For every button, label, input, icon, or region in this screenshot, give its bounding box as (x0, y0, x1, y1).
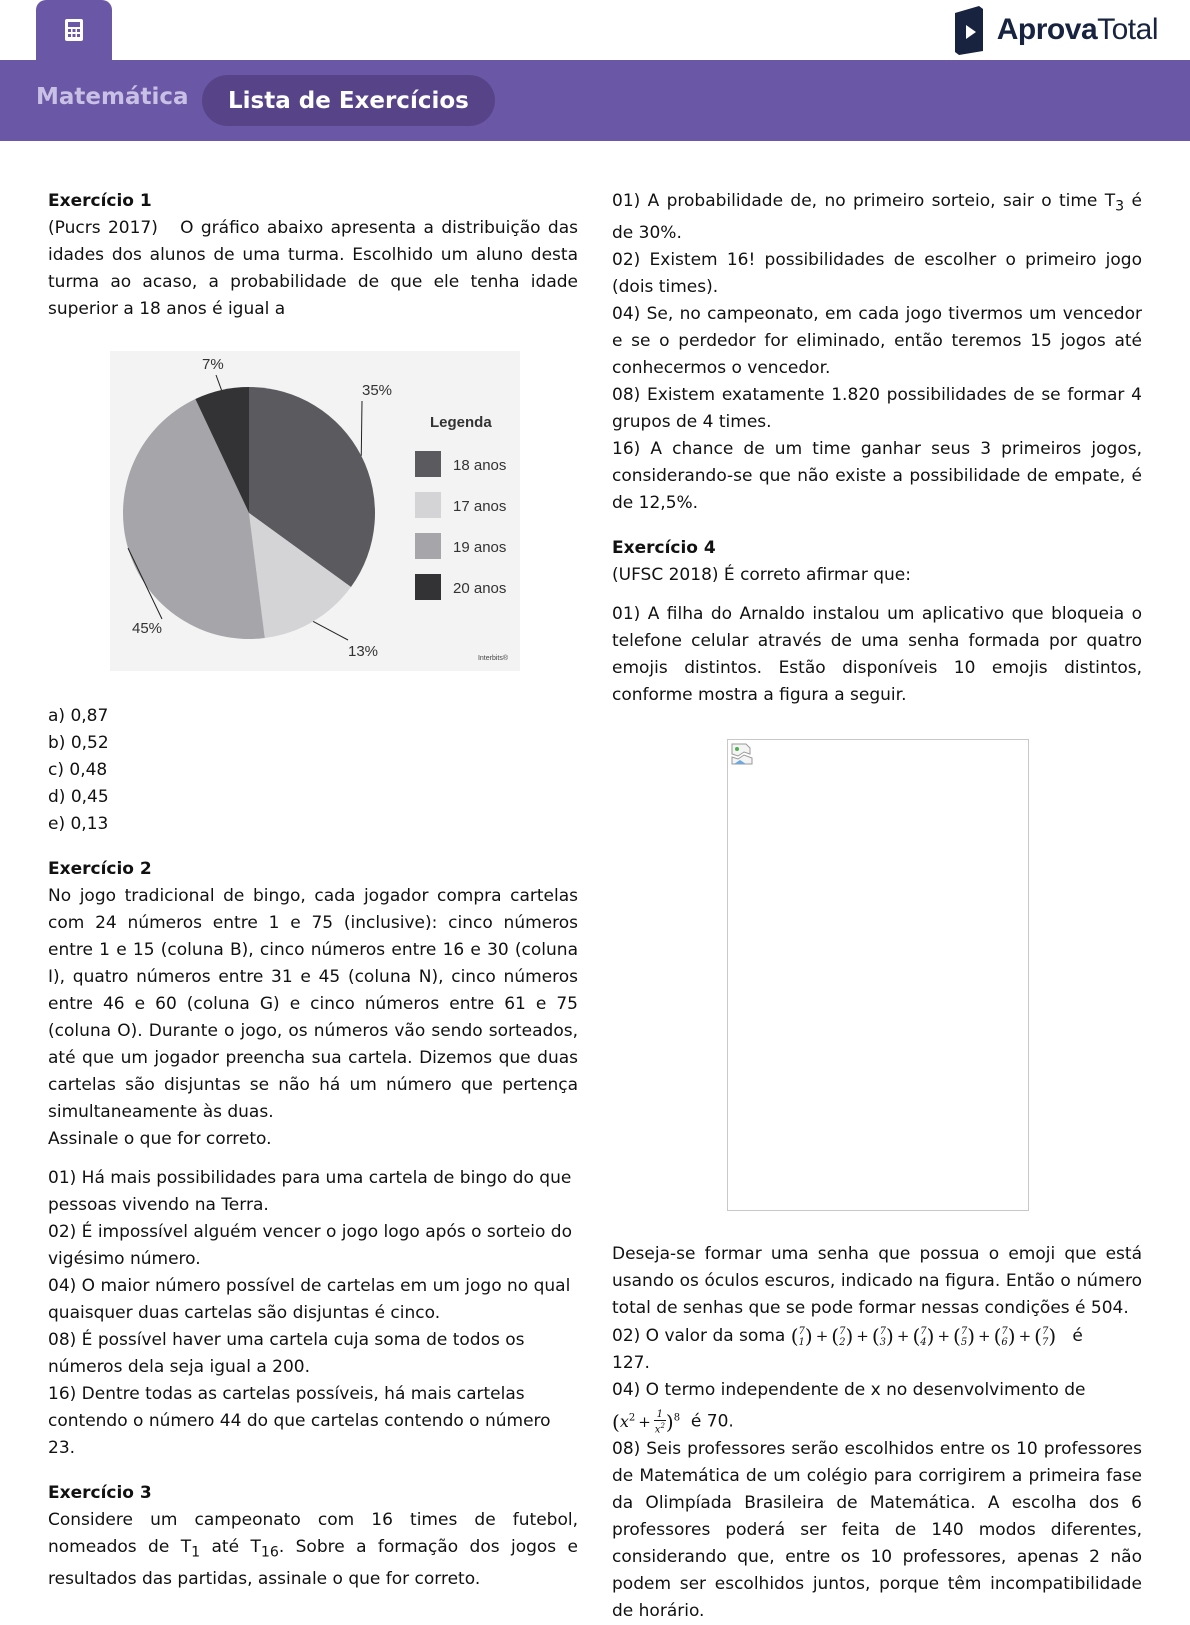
exercise-4-item-01: 01) A filha do Arnaldo instalou um aplicativo que bloqueia o telefone celular através de uma senha formada por quatro emojis distintos. Estão disponíveis 10 emojis distintos, conforme mostra a figura a seguir. (612, 604, 1142, 706)
exercise-2-item-04: 04) O maior número possível de cartelas em um jogo no qual quaisquer duas cartelas são disjuntas é cinco. (48, 1276, 571, 1323)
exercise-4-title: Exercício 4 (612, 538, 716, 559)
legend-label: 17 anos (453, 498, 507, 515)
pie-data-label: 45% (132, 620, 163, 637)
binomial-coefficient: ( 7 4 ) (912, 1324, 935, 1349)
legend-label: 18 anos (453, 457, 507, 474)
pie-chart (110, 351, 520, 671)
right-column (612, 188, 1142, 1625)
exercise-3-statement: Considere um campeonato com 16 times de futebol, nomeados de $T_1$ até $T_{16}$. Sobre a formação dos jogos e resultados das partidas, assinale o que for correto. (48, 1510, 578, 1590)
legend-swatch (415, 492, 441, 518)
left-column (48, 188, 578, 1593)
pie-data-label: 13% (348, 643, 379, 660)
exercise-3-item-02: 02) Existem 16! possibilidades de escolher o primeiro jogo (dois times). (612, 250, 1142, 298)
option-c[interactable]: c) 0,48 (48, 760, 108, 780)
top-bar (0, 0, 1190, 60)
binomial-coefficient: ( 7 7 ) (1034, 1324, 1057, 1349)
legend-swatch (415, 451, 441, 477)
pie-data-label: 35% (362, 382, 393, 399)
exercise-3-item-16: 16) A chance de um time ganhar seus 3 primeiros jogos, considerando-se que não existe a possibilidade de empate, é de 12,5%. (612, 439, 1142, 514)
legend-swatch (415, 574, 441, 600)
plus-sign: + (856, 1327, 869, 1346)
plus-sign: + (978, 1327, 991, 1346)
exercise-2-item-08: 08) É possível haver uma cartela cuja soma de todos os números dela seja igual a 200. (48, 1330, 525, 1377)
plus-sign: + (1018, 1327, 1032, 1346)
brand-logo[interactable] (951, 4, 1158, 56)
exercise-2-item-16: 16) Dentre todas as cartelas possíveis, há mais cartelas contendo o número 44 do que cartelas contendo o número 23. (48, 1384, 551, 1458)
exercise-3-item-04: 04) Se, no campeonato, em cada jogo tivermos um vencedor e se o perdedor for eliminado, então teremos 15 jogos até conhecermos o vencedor. (612, 304, 1142, 379)
exercise-4-item-04: 04) O termo independente de x no desenvolvimento de ($x^2$ + $\frac{1}{x^2}$ )$^8$ é 70. (612, 1380, 1086, 1435)
calculator-tab[interactable] (36, 0, 112, 60)
binomial-sum-expression (790, 1324, 1057, 1349)
exercise-2-instruction: Assinale o que for correto. (48, 1129, 272, 1149)
plus-sign: + (815, 1327, 829, 1346)
exercise-2-statement: No jogo tradicional de bingo, cada jogador compra cartelas com 24 números entre 1 e 75 (inclusive): cinco números entre 1 e 15 (coluna B), cinco números entre 16 e 30 (coluna I), quatro números entre 31 e 45 (coluna N), cinco números entre 46 e 60 (coluna G) e cinco números entre 61 e 75 (coluna O). Durante o jogo, os números vão sendo sorteados, até que um jogador preencha sua cartela. Dizemos que duas cartelas são disjuntas se não há um número que pertença simultaneamente às duas. (48, 886, 578, 1122)
exercise-4-item-02: 02) O valor da soma ( 7 1 ) + ( 7 2 ) + ( 7 3 ) + ( 7 4 ) + ( 7 5 ) + ( 7 6 ) + ( 7 7 ) é 127. (612, 1324, 1083, 1374)
exercise-3-title: Exercício 3 (48, 1483, 152, 1503)
option-a[interactable]: a) 0,87 (48, 706, 109, 726)
exercise-4-item-01-continued: Deseja-se formar uma senha que possua o emoji que está usando os óculos escuros, indicado na figura. Então o número total de senhas que se pode formar nessas condições é 504. (612, 1244, 1142, 1319)
emoji-figure-placeholder (727, 739, 1029, 1211)
exercise-1-statement: (Pucrs 2017) O gráfico abaixo apresenta a distribuição das idades dos alunos de uma turma. Escolhido um aluno desta turma ao acaso, a probabilidade de que ele tenha idade superior a 18 anos é igual a (48, 218, 578, 319)
broken-image-icon (730, 742, 756, 766)
header-band (0, 60, 1190, 141)
option-d[interactable]: d) 0,45 (48, 787, 109, 807)
binomial-coefficient: ( 7 5 ) (953, 1324, 976, 1349)
binomial-coefficient: ( 7 3 ) (871, 1324, 894, 1349)
binomial-coefficient: ( 7 2 ) (831, 1324, 854, 1349)
exercise-1-title: Exercício 1 (48, 191, 152, 211)
exercise-3-item-08: 08) Existem exatamente 1.820 possibilidades de se formar 4 grupos de 4 times. (612, 385, 1142, 433)
brand-name: AprovaTotal (996, 13, 1158, 46)
exercise-2-item-01: 01) Há mais possibilidades para uma cartela de bingo do que pessoas vivendo na Terra. (48, 1168, 572, 1215)
binomial-expression: ($x^2$ + $\frac{1}{x^2}$ )$^8$ (612, 1408, 681, 1435)
plus-sign: + (937, 1327, 951, 1346)
chart-watermark: Interbits® (477, 655, 508, 662)
exercise-4-instruction: (UFSC 2018) É correto afirmar que: (612, 565, 911, 586)
plus-sign: + (896, 1327, 910, 1346)
binomial-coefficient: ( 7 1 ) (790, 1324, 813, 1349)
exercise-1-options (48, 703, 578, 838)
legend-title: Legenda (430, 414, 492, 431)
subject-label[interactable]: Matemática (36, 84, 189, 110)
book-logo-icon (951, 5, 987, 55)
legend-label: 20 anos (453, 580, 507, 597)
option-b[interactable]: b) 0,52 (48, 733, 109, 753)
legend-label: 19 anos (453, 539, 507, 556)
legend-swatch (415, 533, 441, 559)
exercise-2-item-02: 02) É impossível alguém vencer o jogo logo após o sorteio do vigésimo número. (48, 1222, 573, 1269)
option-e[interactable]: e) 0,13 (48, 814, 109, 834)
exercise-4-item-08: 08) Seis professores serão escolhidos entre os 10 professores de Matemática de um colégio para corrigirem a primeira fase da Olimpíada Brasileira de Matemática. A escolha dos 6 professores poderá ser feita de 140 modos diferentes, considerando que, entre os 10 professores, apenas 2 não podem ser escolhidos juntos, porque têm incompatibilidade de horário. (612, 1438, 1142, 1621)
pie-data-label: 7% (202, 356, 224, 373)
section-pill[interactable]: Lista de Exercícios (202, 75, 495, 126)
calculator-icon (64, 18, 84, 42)
exercise-3-item-01: 01) A probabilidade de, no primeiro sorteio, sair o time $T_3$ é de 30%. (612, 191, 1142, 244)
exercise-2-title: Exercício 2 (48, 859, 152, 879)
pie-chart-svg (110, 351, 520, 671)
binomial-coefficient: ( 7 6 ) (993, 1324, 1016, 1349)
